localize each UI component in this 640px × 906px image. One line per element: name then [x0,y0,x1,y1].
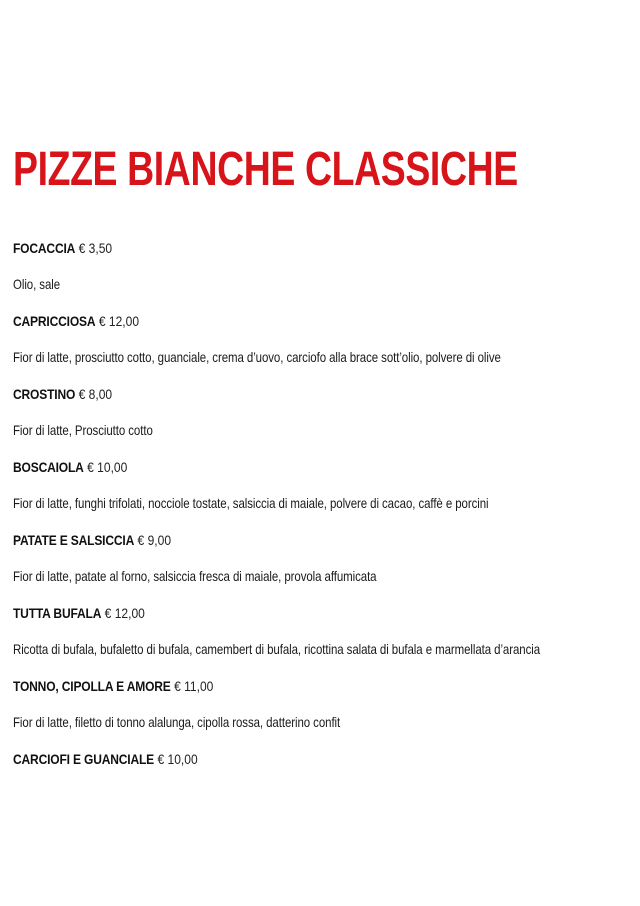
menu-item-patate-e-salsiccia [13,522,628,595]
item-description: Olio, sale [13,276,61,292]
item-header [13,668,627,704]
menu-item-tonno-cipolla-e-amore [13,668,628,741]
menu-item-capricciosa [13,303,628,376]
item-name: BOSCAIOLA [13,459,84,475]
item-header [13,595,627,631]
item-name: TUTTA BUFALA [13,605,102,621]
item-name: CARCIOFI E GUANCIALE [13,751,155,767]
item-price: € 12,00 [98,313,140,329]
item-price: € 10,00 [157,751,198,767]
item-description: Fior di latte, funghi trifolati, nocciole tostate, salsiccia di maiale, polvere di cacao, caffè e porcini [13,495,489,511]
item-description: Fior di latte, patate al forno, salsiccia fresca di maiale, provola affumicata [13,568,377,584]
menu-list [13,230,628,777]
item-header [13,522,627,558]
item-price: € 11,00 [174,678,214,694]
item-price: € 12,00 [104,605,145,621]
item-name: CAPRICCIOSA [13,313,96,329]
item-header [13,376,627,412]
menu-page [13,140,628,777]
item-description: Fior di latte, filetto di tonno alalunga, cipolla rossa, datterino confit [13,714,341,730]
item-header [13,230,627,266]
item-name: TONNO, CIPOLLA E AMORE [13,678,171,694]
menu-item-focaccia [13,230,628,303]
item-name: CROSTINO [13,386,76,402]
item-description: Ricotta di bufala, bufaletto di bufala, camembert di bufala, ricottina salata di bufala e marmellata d’arancia [13,641,541,657]
item-name: PATATE E SALSICCIA [13,532,135,548]
item-price: € 3,50 [78,240,113,256]
item-price: € 10,00 [87,459,128,475]
item-description: Fior di latte, Prosciutto cotto [13,422,153,438]
item-price: € 8,00 [78,386,113,402]
item-name: FOCACCIA [13,240,76,256]
menu-item-tutta-bufala [13,595,628,668]
item-price: € 9,00 [137,532,172,548]
item-header [13,303,627,339]
menu-item-carciofi-e-guanciale [13,741,628,777]
section-title: PIZZE BIANCHE CLASSICHE [13,143,518,196]
item-header [13,741,627,777]
menu-item-boscaiola [13,449,628,522]
menu-item-crostino [13,376,628,449]
item-description: Fior di latte, prosciutto cotto, guanciale, crema d’uovo, carciofo alla brace sott’olio, polvere di olive [13,349,501,365]
item-header [13,449,627,485]
